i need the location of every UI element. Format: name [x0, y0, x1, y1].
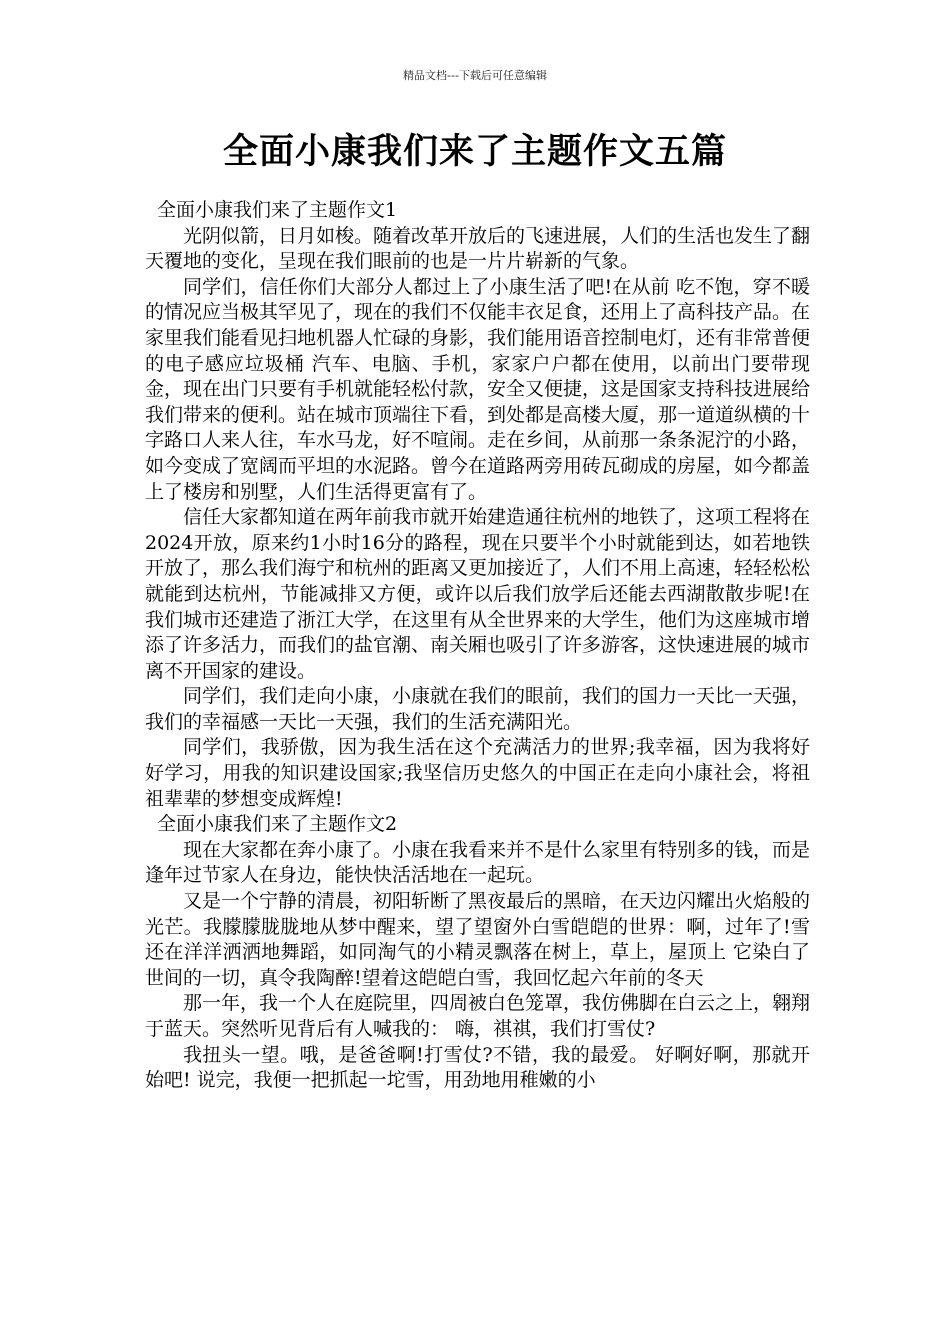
paragraph: 同学们，信任你们大部分人都过上了小康生活了吧!在从前 吃不饱，穿不暖 的情况应当极其罕见了，现在的我们不仅能丰衣足食，还用上了高科技产品。在家里我们能看见扫地机器人忙碌的身影，我们能用语音控制电灯，还有非常普便的电子感应垃圾桶 汽车、电脑、手机，家家户户都在使用，以前出门要带现金，现在出门只要有手机就能轻松付款，安全又便捷，这是国家支持科技进展给我们带来的便利。站在城市顶端往下看，到处都是高楼大厦，那一道道纵横的十字路口人来人往，车水马龙，好不喧闹。走在乡间，从前那一条条泥泞的小路，如今变成了宽阔而平坦的水泥路。曾今在道路两旁用砖瓦砌成的房屋，如今都盖上了楼房和别墅，人们生活得更富有了。 [145, 275, 811, 503]
header-note: 精品文档---下载后可任意编辑 [403, 69, 547, 82]
paragraph: 同学们，我骄傲，因为我生活在这个充满活力的世界;我幸福，因为我将好好学习，用我的知识建设国家;我坚信历史悠久的中国正在走向小康社会，将祖祖辈辈的梦想变成辉煌! [145, 736, 810, 810]
paragraph: 光阴似箭，日月如梭。随着改革开放后的飞速进展，人们的生活也发生了翻天覆地的变化，呈现在我们眼前的也是一片片崭新的气象。 [145, 224, 811, 273]
paragraph: 现在大家都在奔小康了。小康在我看来并不是什么家里有特别多的钱，而是逢年过节家人在身边，能快快活活地在一起玩。 [145, 838, 811, 887]
section-heading: 全面小康我们来了主题作文1 [157, 199, 398, 221]
document-body [145, 198, 810, 1094]
paragraph: 信任大家都知道在两年前我市就开始建造通往杭州的地铁了，这项工程将在2024开放，原来约1小时16分的路程，现在只要半个小时就能到达，如若地铁开放了，那么我们海宁和杭州的距离又更加接近了，人们不用上高速，轻轻松松就能到达杭州，节能减排又方便，或许以后我们放学后还能去西湖散散步呢!在我们城市还建造了浙江大学，在这里有从全世界来的大学生，他们为这座城市增添了许多活力，而我们的盐官潮、南关厢也吸引了许多游客，这快速进展的城市离不开国家的建设。 [145, 506, 811, 682]
document-title: 全面小康我们来了主题作文五篇 [222, 132, 727, 172]
paragraph: 又是一个宁静的清晨，初阳斩断了黑夜最后的黑暗，在天边闪耀出火焰般的光芒。我朦朦胧胧地从梦中醒来，望了望窗外白雪皑皑的世界：啊，过年了!雪还在洋洋洒洒地舞蹈，如同淘气的小精灵飘落在树上，草上，屋顶上 它染白了世间的一切，真令我陶醉!望着这皑皑白雪，我回忆起六年前的冬天 [145, 890, 811, 989]
paragraph: 我扭头一望。哦，是爸爸啊!打雪仗?不错，我的最爱。 好啊好啊，那就开始吧! 说完，我便一把抓起一坨雪，用劲地用稚嫩的小 [145, 1043, 810, 1092]
paragraph: 同学们，我们走向小康，小康就在我们的眼前，我们的国力一天比一天强，我们的幸福感一天比一天强，我们的生活充满阳光。 [145, 685, 811, 733]
section-heading: 全面小康我们来了主题作文2 [157, 813, 398, 836]
paragraph: 那一年，我一个人在庭院里，四周被白色笼罩，我仿佛脚在白云之上，翱翔于蓝天。突然听见背后有人喊我的： 嗨，祺祺，我们打雪仗? [145, 992, 811, 1040]
